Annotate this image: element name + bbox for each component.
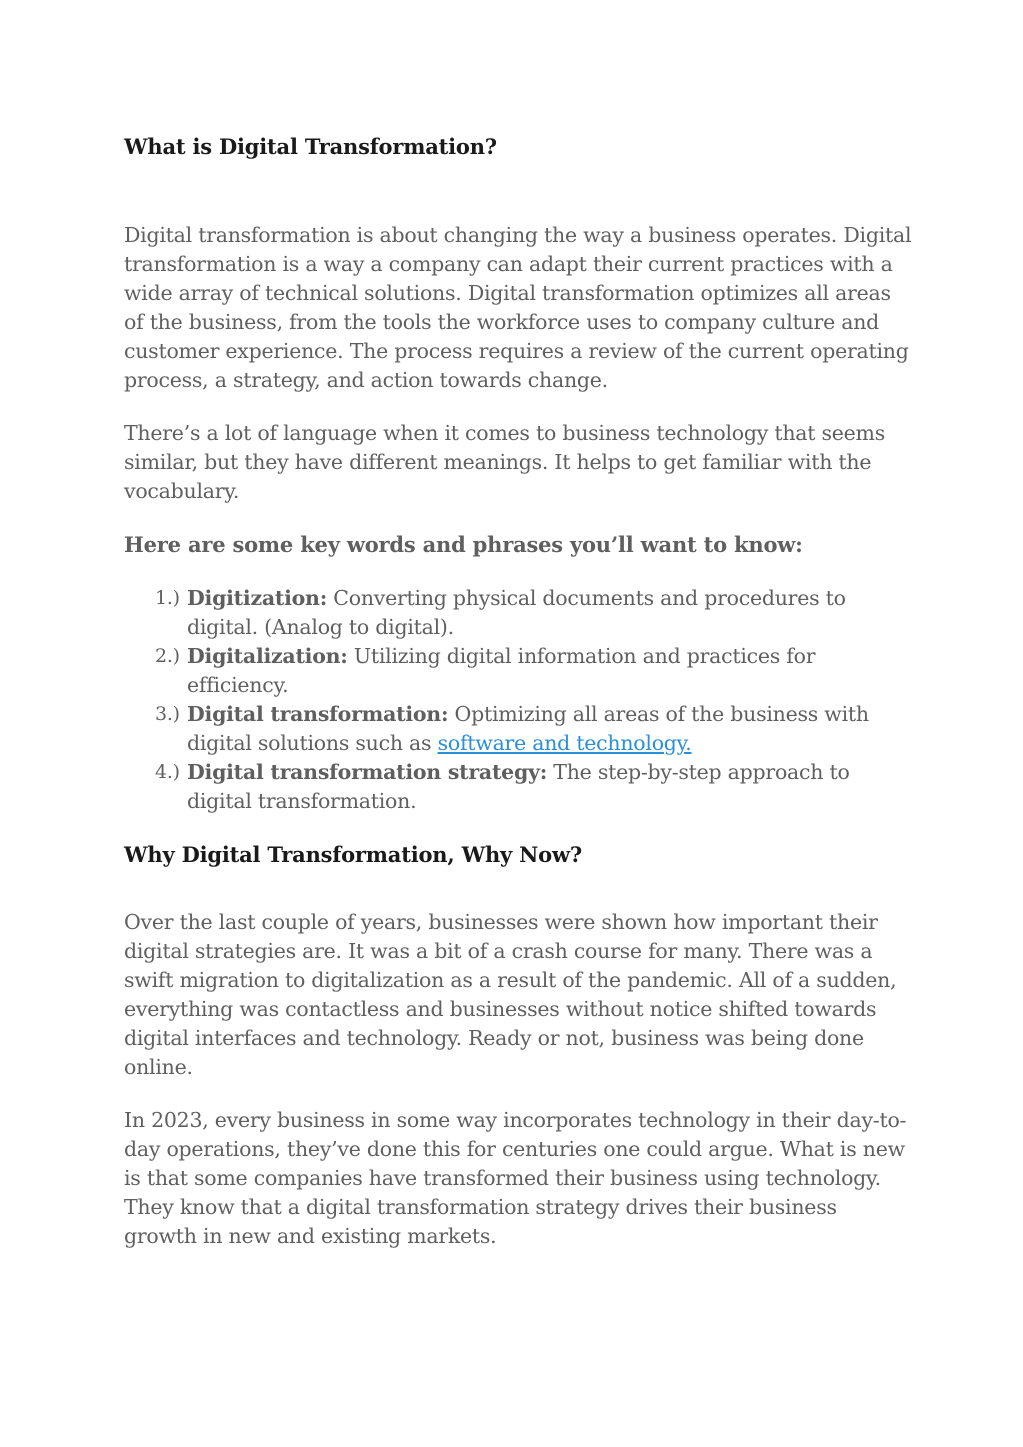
list-item [124,584,914,642]
term-definition: Optimizing all areas of the business with digital solutions such as [187,702,869,755]
intro-paragraph: Digital transformation is about changing the way a business operates. Digital transformation is a way a company can adapt their current practices with a wide array of technical solutions. Digital transformation optimizes all areas of the business, from the tools the workforce uses to company culture and customer experience. The process requires a review of the current operating process, a strategy, and action towards change. [124,223,912,392]
list-item [124,642,914,700]
heading-why-now: Why Digital Transformation, Why Now? [124,842,582,867]
vocabulary-paragraph: There’s a lot of language when it comes to business technology that seems similar, but they have different meanings. It helps to get familiar with the vocabulary. [124,421,885,503]
term-label: Digitization: [187,586,328,610]
document-page [124,132,914,1251]
heading-what-is-digital-transformation: What is Digital Transformation? [124,134,497,159]
key-words-heading: Here are some key words and phrases you’ll want to know: [124,532,803,557]
why-paragraph: Over the last couple of years, businesses were shown how important their digital strategies are. It was a bit of a crash course for many. There was a swift migration to digitalization as a result of the pandemic. All of a sudden, everything was contactless and businesses without notice shifted towards digital interfaces and technology. Ready or not, business was being done online. [124,910,897,1079]
software-and-technology-link[interactable]: software and technology. [437,731,692,755]
list-number: 4.) [155,761,180,783]
term-definition: Utilizing digital information and practices for efficiency. [187,644,816,697]
list-item [124,700,914,758]
list-number: 1.) [155,587,180,609]
term-label: Digital transformation strategy: [187,760,548,784]
term-label: Digital transformation: [187,702,449,726]
list-item [124,758,914,816]
term-label: Digitalization: [187,644,348,668]
list-number: 3.) [155,703,180,725]
list-number: 2.) [155,645,180,667]
term-definition: Converting physical documents and procedures to digital. (Analog to digital). [187,586,846,639]
term-definition: The step-by-step approach to digital transformation. [187,760,850,813]
terms-list [124,584,914,816]
now-paragraph: In 2023, every business in some way incorporates technology in their day-to-day operations, they’ve done this for centuries one could argue. What is new is that some companies have transformed their business using technology. They know that a digital transformation strategy drives their business growth in new and existing markets. [124,1108,907,1248]
